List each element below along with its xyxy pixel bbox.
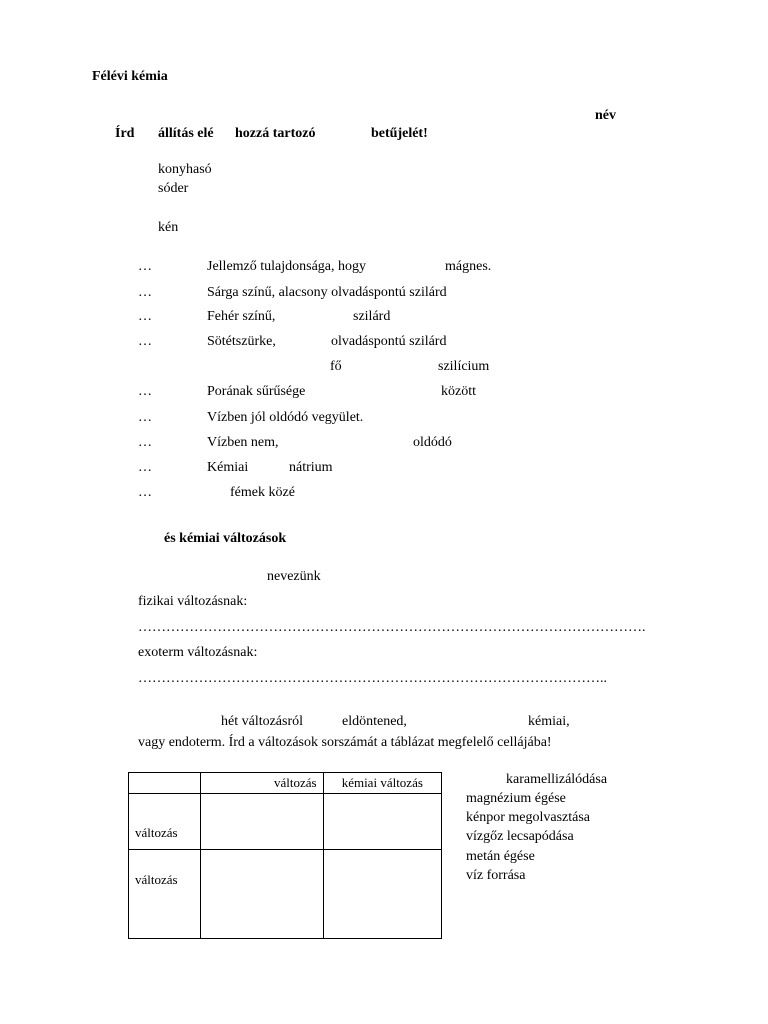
name-label: név (595, 108, 616, 123)
answer-line: ………………………………………………………………………………………………. (138, 620, 646, 635)
exoterm-label: exoterm változásnak: (138, 645, 258, 660)
change-item: víz forrása (466, 868, 526, 883)
statement-text: szilárd (353, 309, 391, 324)
statement-text: oldódó (413, 435, 452, 450)
table-cell[interactable] (201, 794, 323, 850)
statement-text: Kémiai (207, 460, 249, 475)
statement-text: Vízben jól oldódó vegyület. (207, 410, 364, 425)
row-label: változás (129, 850, 201, 939)
statement-text: Jellemző tulajdonsága, hogy (207, 259, 367, 274)
statement-text: mágnes. (445, 259, 492, 274)
row-label: változás (129, 794, 201, 850)
table-header-cell: kémiai változás (323, 773, 441, 794)
statement-text: Vízben nem, (207, 435, 279, 450)
statement-text: között (441, 384, 476, 399)
statement-text: nátrium (289, 460, 333, 475)
statement-dots: … (138, 435, 152, 450)
table-cell[interactable] (323, 794, 441, 850)
instruction-word-3: hozzá tartozó (235, 126, 316, 141)
table-cell[interactable] (201, 850, 323, 939)
statement-text: Sötétszürke, (207, 334, 276, 349)
table-row (129, 794, 442, 850)
section2-text: nevezünk (267, 569, 321, 584)
classification-table (128, 772, 442, 939)
section3-text: kémiai, (528, 714, 570, 729)
change-item: kénpor megolvasztása (466, 810, 591, 825)
section3-instruction: vagy endoterm. Írd a változások sorszámát a táblázat megfelelő cellájába! (138, 735, 552, 750)
document-title: Félévi kémia (92, 69, 168, 84)
section-heading: és kémiai változások (164, 531, 287, 546)
statement-dots: … (138, 334, 152, 349)
statement-text: olvadáspontú szilárd (331, 334, 447, 349)
statement-dots: … (138, 309, 152, 324)
table-header-cell: változás (201, 773, 323, 794)
change-item: karamellizálódása (506, 772, 608, 787)
change-item: vízgőz lecsapódása (466, 829, 574, 844)
section3-text: hét változásról (221, 714, 304, 729)
answer-line: ……………………………………………………………………………………….. (138, 671, 607, 686)
statement-dots: … (138, 285, 152, 300)
statement-text: Porának sűrűsége (207, 384, 306, 399)
fizikai-label: fizikai változásnak: (138, 594, 248, 609)
substance-item: konyhasó (158, 162, 212, 177)
table-header-cell (129, 773, 201, 794)
statement-text: Sárga színű, alacsony olvadáspontú szilárd (207, 285, 447, 300)
section3-text: eldöntened, (342, 714, 407, 729)
substance-item: sóder (158, 181, 189, 196)
statement-text: Fehér színű, (207, 309, 276, 324)
instruction-word-2: állítás elé (158, 126, 214, 141)
statement-text: fémek közé (230, 485, 295, 500)
instruction-word-4: betűjelét! (371, 126, 428, 141)
statement-text: szilícium (438, 359, 490, 374)
table-cell[interactable] (323, 850, 441, 939)
statement-dots: … (138, 460, 152, 475)
substance-item: kén (158, 220, 179, 235)
statement-dots: … (138, 485, 152, 500)
change-item: magnézium égése (466, 791, 566, 806)
table-row (129, 850, 442, 939)
table-header-row (129, 773, 442, 794)
instruction-word-1: Írd (115, 126, 135, 141)
statement-dots: … (138, 384, 152, 399)
statement-dots: … (138, 410, 152, 425)
change-item: metán égése (466, 849, 535, 864)
statement-text: fő (330, 359, 342, 374)
statement-dots: … (138, 259, 152, 274)
